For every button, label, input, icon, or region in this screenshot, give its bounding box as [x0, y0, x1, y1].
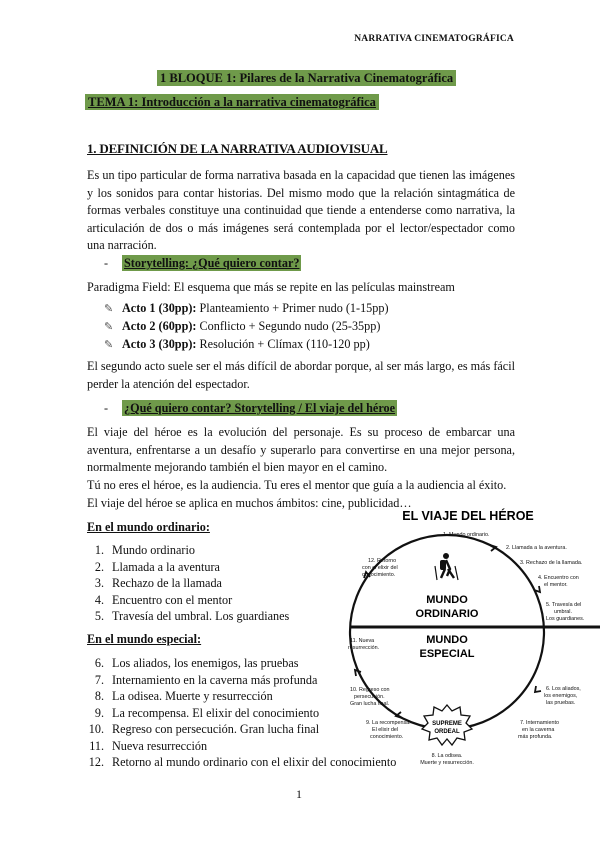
list-item: 5. Travesía del umbral. Los guardianes	[94, 609, 290, 623]
step-label: con el elixir del	[362, 565, 398, 571]
tema-title	[85, 95, 379, 110]
page-number: 1	[296, 787, 302, 801]
cycle-arrow	[490, 545, 496, 551]
second-act-note: El segundo acto suele ser el más difícil de abordar porque, al ser más largo, es más fácil perder la atención del espectador.	[87, 359, 515, 391]
ordeal-label: ORDEAL	[434, 729, 460, 735]
step-label: umbral.	[554, 609, 572, 615]
step-label: el mentor.	[544, 582, 568, 588]
act-label: Acto 2 (60pp):	[122, 319, 197, 333]
tema-highlight: TEMA 1: Introducción a la narrativa cinematográfica	[85, 94, 379, 110]
step-label: Los guardianes.	[546, 616, 585, 622]
storytelling-title: Storytelling: ¿Qué quiero contar?	[124, 256, 300, 270]
step-label: en la caverna	[522, 727, 555, 733]
list-item: 12. Retorno al mundo ordinario con el elixir del conocimiento	[88, 755, 397, 769]
storytelling-subheading	[104, 256, 301, 271]
step-label: 5. Travesía del	[546, 602, 582, 608]
ordeal-label: SUPREME	[432, 721, 462, 727]
step-label: conocimiento.	[362, 572, 396, 578]
hero-title: ¿Qué quiero contar? Storytelling / El viaje del héroe	[124, 401, 396, 415]
pencil-icon: ✎	[104, 303, 114, 315]
section-title: 1. DEFINICIÓN DE LA NARRATIVA AUDIOVISUAL	[87, 141, 388, 156]
hero-line: El viaje del héroe se aplica en muchos ámbitos: cine, publicidad…	[87, 495, 412, 510]
step-label: las pruebas.	[546, 700, 576, 706]
ordinary-world-heading: En el mundo ordinario:	[87, 520, 210, 534]
ordinary-world-list	[84, 542, 289, 625]
hero-paragraph: El viaje del héroe es la evolución del personaje. Es su proceso de embarcar una aventura, enfrentarse a un desafío y superarlo para convertirse en una mejor persona, normalmente mejorando también el bien mayor en el camino.	[87, 425, 515, 474]
running-header: NARRATIVA CINEMATOGRÁFICA	[354, 34, 514, 44]
special-world-heading: En el mundo especial:	[87, 632, 202, 646]
step-label: 1. Mundo ordinario.	[443, 532, 490, 538]
step-label: Muerte y resurrección.	[420, 760, 474, 766]
step-label: 10. Regreso con	[350, 687, 390, 693]
cycle-arrow	[396, 712, 402, 718]
paradigm-line: Paradigma Field: El esquema que más se repite en las películas mainstream	[87, 280, 455, 294]
list-item: 3. Rechazo de la llamada	[94, 576, 222, 590]
list-item: 4. Encuentro con el mentor	[94, 592, 233, 607]
act-label: Acto 3 (30pp):	[122, 337, 197, 351]
step-label: 7. Internamiento	[520, 720, 559, 726]
hero-journey-diagram	[340, 506, 600, 776]
step-label: El elixir del	[372, 727, 399, 733]
step-label: 12. Retorno	[368, 558, 397, 564]
cycle-arrow	[535, 686, 541, 692]
act-label: Acto 1 (30pp):	[122, 301, 197, 315]
step-label: 11. Nueva	[350, 638, 375, 644]
step-label: resurrección.	[348, 645, 380, 651]
step-label: 8. La odisea.	[431, 753, 463, 759]
list-item: 1. Mundo ordinario	[94, 543, 195, 557]
list-item: 2. Llamada a la aventura	[94, 559, 220, 574]
list-item: 10. Regreso con persecución. Gran lucha final	[88, 722, 320, 736]
hiker-icon	[435, 553, 458, 580]
diagram-title: EL VIAJE DEL HÉROE	[402, 509, 534, 523]
hero-subheading	[104, 401, 397, 416]
step-label: 9. La recompensa.	[366, 720, 411, 726]
step-label: 6. Los aliados,	[546, 686, 581, 692]
act-item	[104, 318, 389, 336]
subheading-dash: -	[104, 401, 109, 415]
pencil-icon: ✎	[104, 321, 114, 333]
act-item	[104, 300, 389, 318]
step-label: persecución.	[354, 694, 385, 700]
pencil-icon: ✎	[104, 339, 114, 351]
act-text: Resolución + Clímax (110-120 pp)	[196, 337, 370, 351]
subheading-dash: -	[104, 256, 109, 270]
step-label: 2. Llamada a la aventura.	[506, 545, 567, 551]
list-item: 11. Nueva resurrección	[89, 738, 208, 753]
ordinary-world-label: MUNDO	[426, 594, 468, 606]
act-text: Planteamiento + Primer nudo (1-15pp)	[196, 301, 389, 315]
intro-paragraph: Es un tipo particular de forma narrativa basada en la capacidad que tienen las imágenes y los sonidos para contar historias. Del mismo modo que la relación sintagmática de formas verbales constituye una continuidad que tiende a entenderse como narrativa, la articulación de dos o más imágenes será contemplada por el lector/espectador como una narración.	[87, 168, 515, 252]
list-item: 9. La recompensa. El elixir del conocimiento	[94, 705, 320, 720]
act-text: Conflicto + Segundo nudo (25-35pp)	[196, 319, 381, 333]
step-label: 4. Encuentro con	[538, 575, 579, 581]
step-label: 3. Rechazo de la llamada.	[520, 560, 583, 566]
bloque-highlight: 1 BLOQUE 1: Pilares de la Narrativa Cinematográfica	[157, 70, 456, 86]
special-world-label: ESPECIAL	[419, 648, 475, 660]
step-label: más profunda.	[518, 734, 553, 740]
act-item	[104, 336, 389, 354]
step-label: los enemigos,	[544, 693, 578, 699]
list-item: 8. La odisea. Muerte y resurrección	[94, 689, 273, 703]
acts-list	[104, 300, 389, 354]
list-item: 6. Los aliados, los enemigos, las pruebas	[94, 656, 299, 670]
step-label: conocimiento.	[370, 734, 404, 740]
bloque-title	[157, 71, 456, 86]
hero-line: Tú no eres el héroe, es la audiencia. Tu eres el mentor que guía a la audiencia al éxito.	[87, 478, 507, 492]
ordinary-world-label: ORDINARIO	[415, 608, 479, 620]
special-world-label: MUNDO	[426, 634, 468, 646]
step-label: Gran lucha final.	[350, 701, 390, 707]
list-item: 7. Internamiento en la caverna más profunda	[94, 672, 318, 687]
